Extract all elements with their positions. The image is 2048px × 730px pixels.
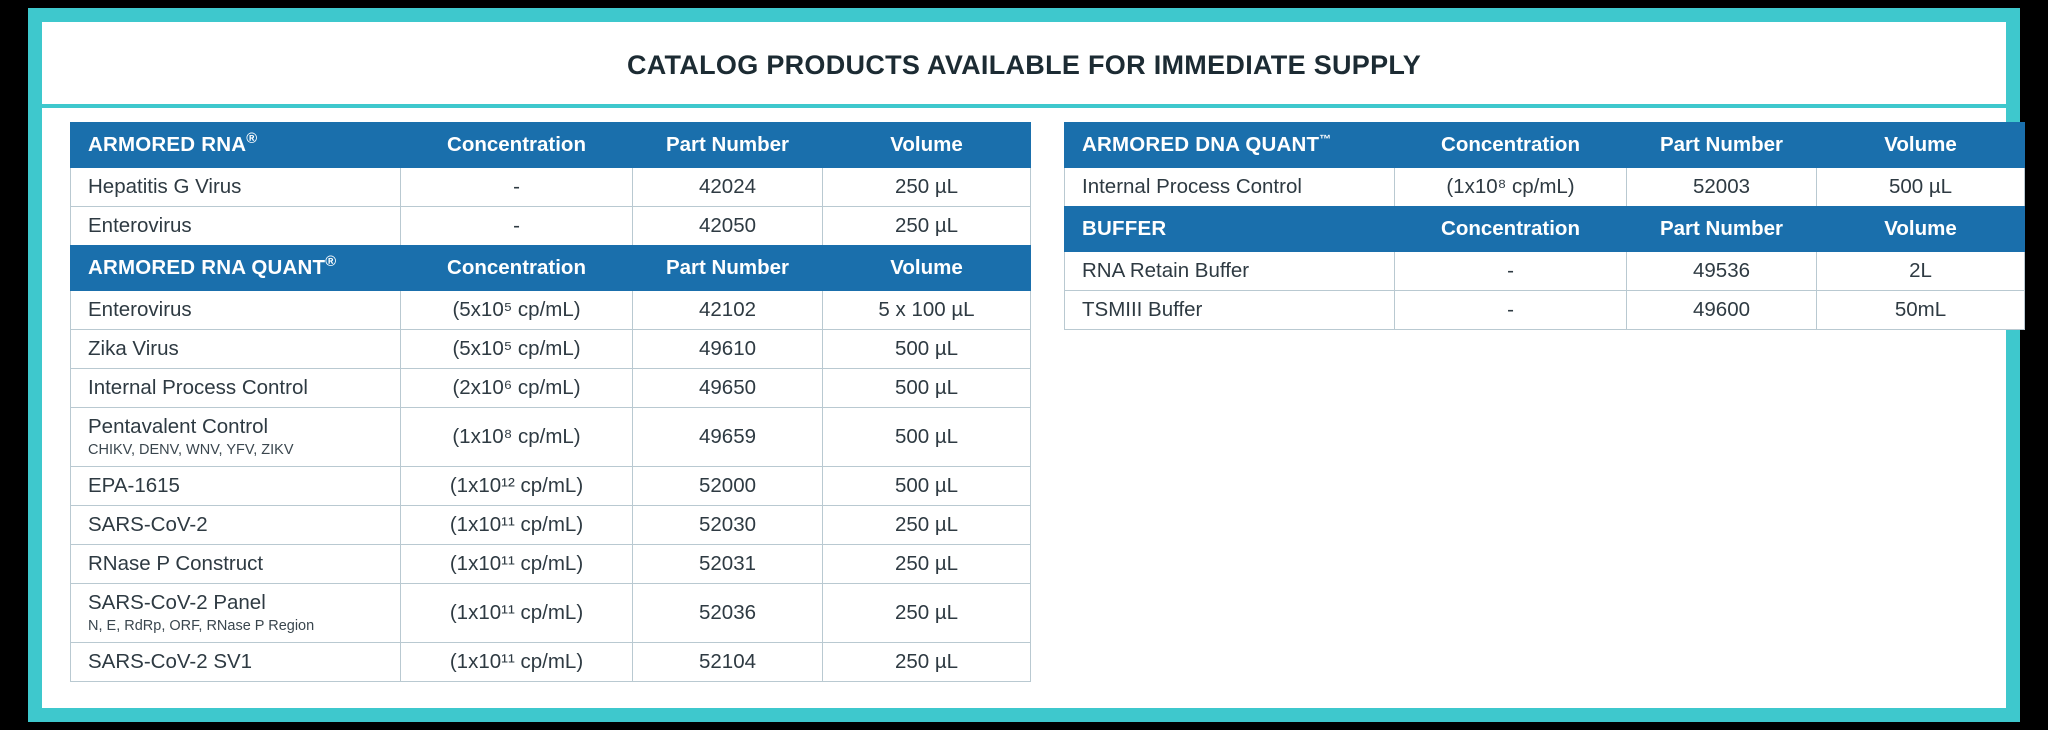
cell-part-number: 52036 [633,584,823,643]
cell-product-name [71,467,401,506]
table-row [71,330,1031,369]
cell-volume: 500 µL [823,330,1031,369]
table-row [71,369,1031,408]
cell-concentration: (1x10¹² cp/mL) [401,467,633,506]
cell-volume: 2L [1817,252,2025,291]
cell-product-name [71,408,401,467]
product-name-text: Hepatitis G Virus [88,174,242,198]
column-header-volume: Volume [1817,207,2025,252]
cell-part-number: 52000 [633,467,823,506]
table-armored-dna-quant [1064,122,2025,207]
product-name-text: TSMIII Buffer [1082,297,1203,321]
column-header-part-number: Part Number [633,123,823,168]
product-name-text: Internal Process Control [88,375,308,399]
cell-part-number: 49650 [633,369,823,408]
left-column [70,122,1030,682]
table-row [71,545,1031,584]
product-name-text: RNA Retain Buffer [1082,258,1250,282]
cell-part-number: 52003 [1627,168,1817,207]
cell-concentration: - [1395,291,1627,330]
cell-volume: 500 µL [823,467,1031,506]
column-header-volume: Volume [1817,123,2025,168]
table-row [71,506,1031,545]
table-header-row [71,123,1031,168]
cell-concentration: (1x10¹¹ cp/mL) [401,506,633,545]
table-row [71,168,1031,207]
cell-volume: 250 µL [823,168,1031,207]
cell-product-name [71,291,401,330]
column-header-concentration: Concentration [401,123,633,168]
cell-part-number: 42102 [633,291,823,330]
cell-part-number: 52104 [633,643,823,682]
cell-product-name [1065,252,1395,291]
cell-product-name [71,506,401,545]
cell-part-number: 52031 [633,545,823,584]
table-armored-rna-quant [70,245,1031,682]
table-body-armored-dna-quant [1065,123,2025,207]
cell-volume: 500 µL [1817,168,2025,207]
product-name-text: SARS-CoV-2 [88,512,208,536]
cell-part-number: 49536 [1627,252,1817,291]
table-body-armored-rna [71,123,1031,246]
table-row [71,643,1031,682]
table-header-row [71,246,1031,291]
table-row [71,408,1031,467]
column-header-concentration: Concentration [1395,123,1627,168]
cell-product-name [71,584,401,643]
table-row [71,467,1031,506]
table-row [1065,252,2025,291]
column-header-category: ARMORED RNA QUANT® [71,246,401,291]
cell-volume: 500 µL [823,369,1031,408]
cell-volume: 5 x 100 µL [823,291,1031,330]
page-title: CATALOG PRODUCTS AVAILABLE FOR IMMEDIATE SUPPLY [626,50,1422,80]
cell-product-name [1065,168,1395,207]
cell-volume: 250 µL [823,207,1031,246]
tables-container [70,122,1978,682]
cell-product-name [71,330,401,369]
product-name-text: Enterovirus [88,297,192,321]
cell-part-number: 42024 [633,168,823,207]
cell-part-number: 52030 [633,506,823,545]
right-column [1064,122,2024,330]
cell-concentration: (2x10⁶ cp/mL) [401,369,633,408]
cell-volume: 50mL [1817,291,2025,330]
column-header-part-number: Part Number [1627,123,1817,168]
table-body-buffer [1065,207,2025,330]
trademark-mark: ® [246,131,258,148]
cell-concentration: - [1395,252,1627,291]
cell-product-name [71,168,401,207]
cell-concentration: (1x10⁸ cp/mL) [401,408,633,467]
column-header-category: BUFFER [1065,207,1395,252]
cell-concentration: - [401,207,633,246]
table-row [71,291,1031,330]
cell-concentration: (1x10¹¹ cp/mL) [401,545,633,584]
cell-volume: 250 µL [823,584,1031,643]
cell-part-number: 49659 [633,408,823,467]
column-header-part-number: Part Number [633,246,823,291]
table-body-armored-rna-quant [71,246,1031,682]
column-header-category: ARMORED DNA QUANT™ [1065,123,1395,168]
table-row [1065,291,2025,330]
column-header-volume: Volume [823,246,1031,291]
product-name-text: Zika Virus [88,336,179,360]
product-subtitle-text: N, E, RdRp, ORF, RNase P Region [88,617,315,634]
cell-product-name [1065,291,1395,330]
trademark-mark: ™ [1319,132,1332,147]
table-header-row [1065,123,2025,168]
trademark-mark: ® [325,254,337,271]
cell-part-number: 49610 [633,330,823,369]
cell-part-number: 42050 [633,207,823,246]
cell-part-number: 49600 [1627,291,1817,330]
cell-concentration: (1x10¹¹ cp/mL) [401,584,633,643]
cell-volume: 250 µL [823,545,1031,584]
cell-volume: 250 µL [823,506,1031,545]
title-divider [42,104,2006,108]
product-name-text: SARS-CoV-2 Panel [88,591,266,615]
table-buffer [1064,206,2025,330]
product-subtitle-text: CHIKV, DENV, WNV, YFV, ZIKV [88,441,294,458]
product-name-text: RNase P Construct [88,551,264,575]
cell-product-name [71,643,401,682]
table-row [71,584,1031,643]
cell-volume: 500 µL [823,408,1031,467]
cell-concentration: (5x10⁵ cp/mL) [401,330,633,369]
cell-product-name [71,207,401,246]
cell-concentration: (1x10⁸ cp/mL) [1395,168,1627,207]
table-armored-rna [70,122,1031,246]
product-name-text: EPA-1615 [88,473,180,497]
column-header-concentration: Concentration [1395,207,1627,252]
catalog-card [42,22,2006,708]
table-row [71,207,1031,246]
product-name-text: Pentavalent Control [88,415,269,439]
table-header-row [1065,207,2025,252]
cell-product-name [71,545,401,584]
table-row [1065,168,2025,207]
product-name-text: SARS-CoV-2 SV1 [88,649,253,673]
product-name-text: Enterovirus [88,213,192,237]
teal-border-frame [28,8,2020,722]
cell-concentration: (5x10⁵ cp/mL) [401,291,633,330]
cell-concentration: - [401,168,633,207]
column-header-part-number: Part Number [1627,207,1817,252]
column-header-volume: Volume [823,123,1031,168]
column-header-category: ARMORED RNA® [71,123,401,168]
column-header-concentration: Concentration [401,246,633,291]
cell-concentration: (1x10¹¹ cp/mL) [401,643,633,682]
cell-volume: 250 µL [823,643,1031,682]
cell-product-name [71,369,401,408]
product-name-text: Internal Process Control [1082,174,1302,198]
